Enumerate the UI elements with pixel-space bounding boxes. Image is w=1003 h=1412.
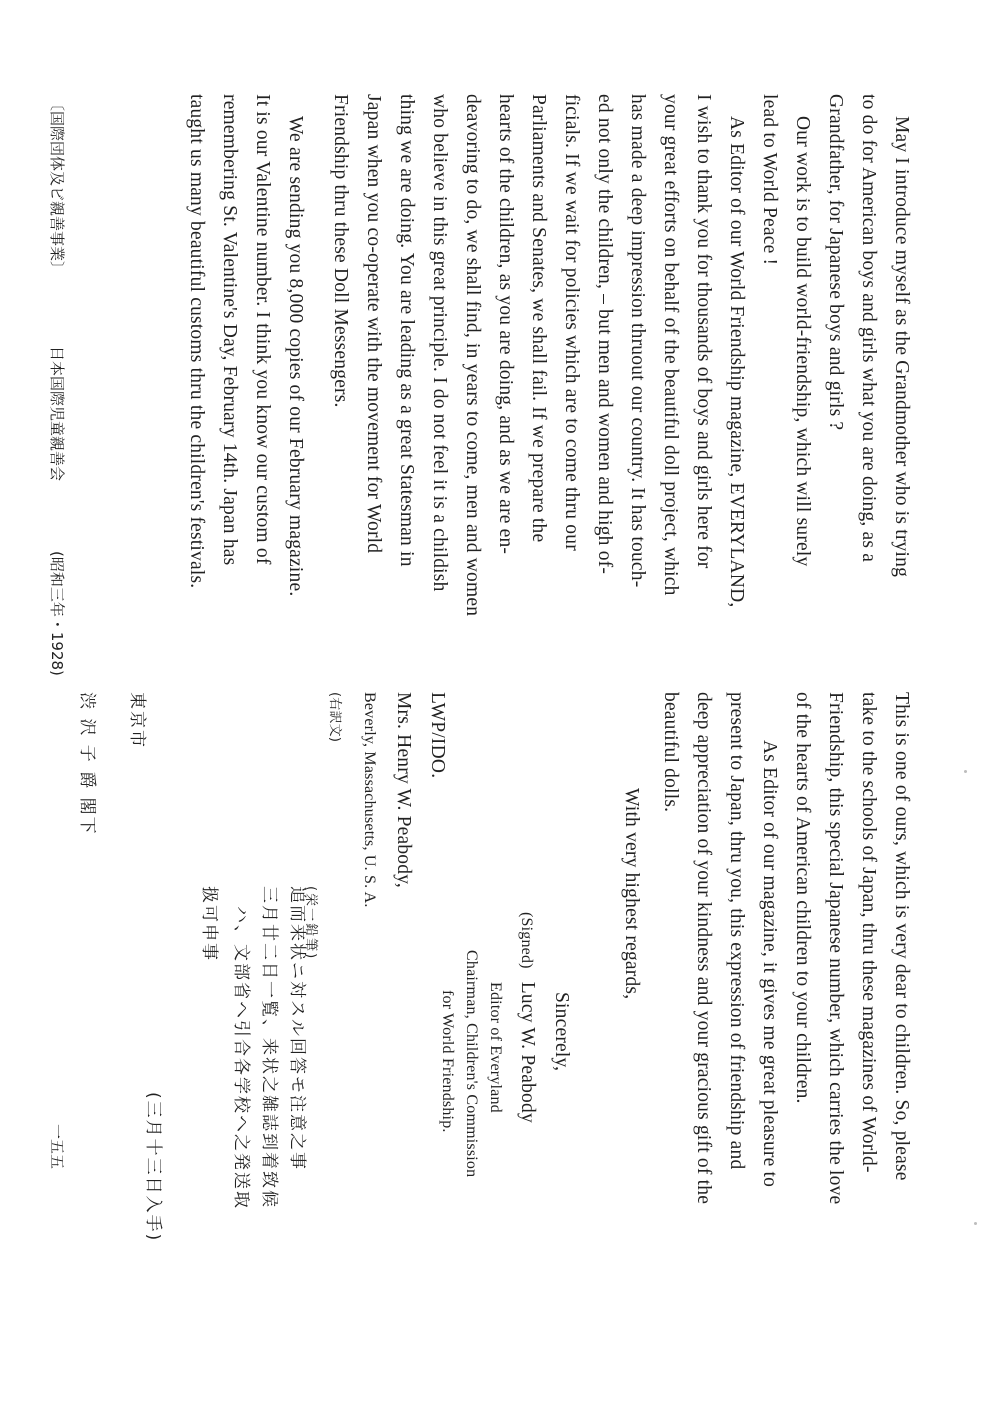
text-line: May I introduce myself as the Grandmother who is trying	[891, 116, 912, 578]
text-line: We are sending you 8,000 copies of our February magazine.	[285, 116, 306, 597]
signer-name: Lucy W. Peabody	[517, 981, 538, 1123]
translation-note: (右訳文)	[327, 692, 342, 743]
address-block	[72, 692, 152, 892]
addressee: 渋 沢 子 爵 閣下	[77, 692, 97, 836]
year: (昭和三年・1928)	[48, 551, 66, 676]
text-line: Japan when you co-operate with the movement for World	[363, 94, 384, 554]
text-line: This is one of ours, which is very dear to children. So, please	[891, 692, 912, 1181]
note-line: 追而来状ニ対スル回答モ注意之事	[287, 886, 307, 1171]
text-line: It is our Valentine number. I think you know our custom of	[252, 94, 273, 565]
section-title: 〔国際団体及ビ親善事業〕	[48, 96, 66, 277]
text-line: I wish to thank you for thousands of boys and girls here for	[693, 94, 714, 569]
signature-line	[516, 912, 538, 1123]
received-date	[128, 1092, 168, 1292]
text-line: Friendship, this special Japanese number, which carries the love	[825, 692, 846, 1205]
text-line: to do for American boys and girls what you are doing, as a	[858, 94, 879, 563]
received-date-text: (三月十三日入手)	[143, 1092, 163, 1243]
recipient-name: Mrs. Henry W. Peabody,	[393, 692, 414, 888]
page-footer	[38, 96, 68, 696]
initials: LWP/IDO.	[427, 692, 448, 779]
note-line: 扱可申事	[199, 886, 219, 962]
signer-title: Editor of Everyland	[487, 982, 504, 1113]
text-line: beautiful dolls.	[660, 692, 681, 813]
closing-regards: With very highest regards,	[621, 788, 642, 1000]
city: 東京市	[127, 692, 147, 749]
text-line: As Editor of our World Friendship magazine, EVERYLAND,	[726, 116, 747, 608]
text-line: your great efforts on behalf of the beautiful doll project, which	[660, 94, 681, 596]
text-line: take to the schools of Japan, thru these magazines of World-	[858, 692, 879, 1173]
text-line: has made a deep impression thruout our country. It has touch-	[627, 94, 648, 588]
scan-speck	[964, 770, 967, 773]
letter-body-left	[112, 94, 912, 654]
text-line: present to Japan, thru you, this expression of friendship and	[726, 692, 747, 1170]
text-line: of the hearts of American children to your children.	[792, 692, 813, 1104]
note-line: ハ、文部省ヘ引合各学校ヘ之発送取	[231, 906, 251, 1210]
pencil-note: (栄一鉛筆)	[303, 886, 318, 961]
closing-sincerely: Sincerely,	[551, 992, 572, 1072]
text-line: Parliaments and Senates, we shall fail. If we prepare the	[528, 94, 549, 543]
text-line: hearts of the children, as you are doing, and as we are en-	[495, 94, 516, 555]
text-line: ficials. If we wait for policies which are to come thru our	[561, 94, 582, 551]
text-line: As Editor of our magazine, it gives me great pleasure to	[759, 740, 780, 1188]
signed-label: (Signed)	[518, 912, 535, 969]
signer-title: Chairman, Children's Commission	[463, 950, 480, 1178]
text-line: remembering St. Valentine's Day, February 14th. Japan has	[219, 94, 240, 566]
recipient-address: Beverly, Massachusetts, U. S. A.	[361, 692, 378, 908]
note-line: 三月廿二日一覧、来状之雑誌到着致候	[259, 886, 279, 1209]
text-line: who believe in this great principle. I do not feel it is a childish	[429, 94, 450, 592]
text-line: Friendship thru these Doll Messengers.	[330, 94, 351, 408]
text-line: taught us many beautiful customs thru the children's festivals.	[186, 94, 207, 589]
page-number-text: 一五五	[48, 1124, 66, 1170]
text-line: Grandfather, for Japanese boys and girls ?	[825, 94, 846, 431]
text-line: Our work is to build world-friendship, which will surely	[792, 116, 813, 567]
text-line: thing we are doing. You are leading as a great Statesman in	[396, 94, 417, 567]
text-line: deavoring to do, we shall find, in years to come, men and women	[462, 94, 483, 617]
text-line: lead to World Peace !	[759, 94, 780, 266]
signer-title: for World Friendship.	[439, 990, 456, 1133]
scan-speck	[974, 1222, 977, 1225]
text-line: deep appreciation of your kindness and your gracious gift of the	[693, 692, 714, 1205]
text-line: ed not only the children, – but men and women and high of-	[594, 94, 615, 575]
organization: 日本国際児童親善会	[48, 346, 66, 482]
page-number	[38, 1124, 68, 1204]
